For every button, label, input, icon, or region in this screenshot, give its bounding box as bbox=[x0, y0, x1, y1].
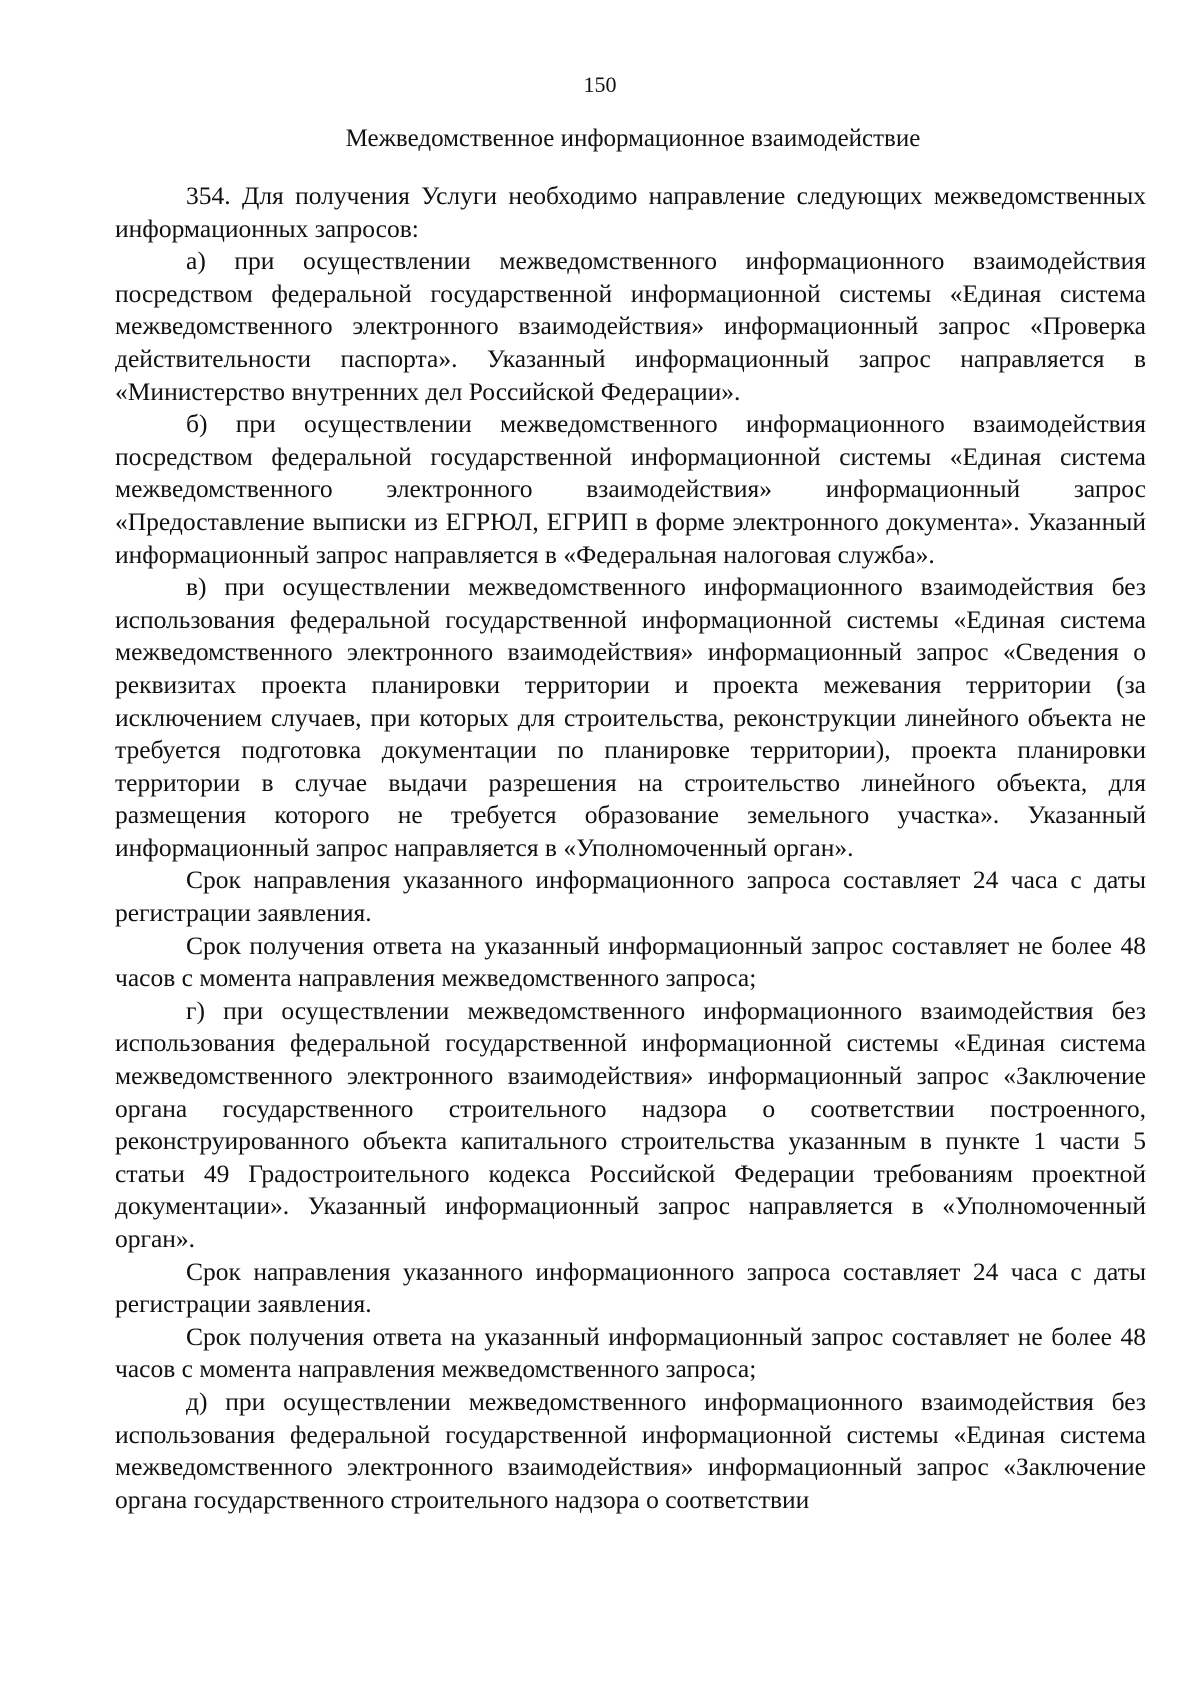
paragraph-item-b: б) при осуществлении межведомственного информационного взаимодействия посредством федеральной государственной информационной системы «Единая система межведомственного электронного взаимодействия» информационный запрос «Предоставление выписки из ЕГРЮЛ, ЕГРИП в форме электронного документа». Указанный информационный запрос направляется в «Федеральная налоговая служба». bbox=[115, 409, 1146, 569]
document-body bbox=[115, 180, 1146, 1516]
paragraph-item-v: в) при осуществлении межведомственного информационного взаимодействия без использования федеральной государственной информационной системы «Единая система межведомственного электронного взаимодействия» информационный запрос «Сведения о реквизитах проекта планировки территории и проекта межевания территории (за исключением случаев, при которых для строительства, реконструкции линейного объекта не требуется подготовка документации по планировке территории), проекта планировки территории в случае выдачи разрешения на строительство линейного объекта, для размещения которого не требуется образование земельного участка». Указанный информационный запрос направляется в «Уполномоченный орган». bbox=[115, 572, 1146, 862]
paragraph-354-intro: 354. Для получения Услуги необходимо направление следующих межведомственных информационных запросов: bbox=[115, 181, 1146, 243]
paragraph-deadline-send-2: Срок направления указанного информационного запроса составляет 24 часа с даты регистрации заявления. bbox=[115, 1256, 1146, 1319]
section-title: Межведомственное информационное взаимодействие bbox=[345, 125, 921, 152]
paragraph-deadline-send-1: Срок направления указанного информационного запроса составляет 24 часа с даты регистрации заявления. bbox=[115, 865, 1146, 928]
paragraph-item-g: г) при осуществлении межведомственного информационного взаимодействия без использования федеральной государственной информационной системы «Единая система межведомственного электронного взаимодействия» информационный запрос «Заключение органа государственного строительного надзора о соответствии построенного, реконструированного объекта капитального строительства указанным в пункте 1 части 5 статьи 49 Градостроительного кодекса Российской Федерации требованиям проектной документации». Указанный информационный запрос направляется в «Уполномоченный орган». bbox=[115, 995, 1146, 1253]
paragraph-item-d: д) при осуществлении межведомственного информационного взаимодействия без использования федеральной государственной информационной системы «Единая система межведомственного электронного взаимодействия» информационный запрос «Заключение органа государственного строительного надзора о соответствии bbox=[115, 1386, 1146, 1514]
page-number: 150 bbox=[583, 72, 617, 97]
paragraph-deadline-response-1: Срок получения ответа на указанный информационный запрос составляет не более 48 часов с момента направления межведомственного запроса; bbox=[115, 930, 1146, 993]
paragraph-deadline-response-2: Срок получения ответа на указанный информационный запрос составляет не более 48 часов с момента направления межведомственного запроса; bbox=[115, 1321, 1146, 1384]
paragraph-item-a: а) при осуществлении межведомственного информационного взаимодействия посредством федеральной государственной информационной системы «Единая система межведомственного электронного взаимодействия» информационный запрос «Проверка действительности паспорта». Указанный информационный запрос направляется в «Министерство внутренних дел Российской Федерации». bbox=[115, 246, 1146, 406]
